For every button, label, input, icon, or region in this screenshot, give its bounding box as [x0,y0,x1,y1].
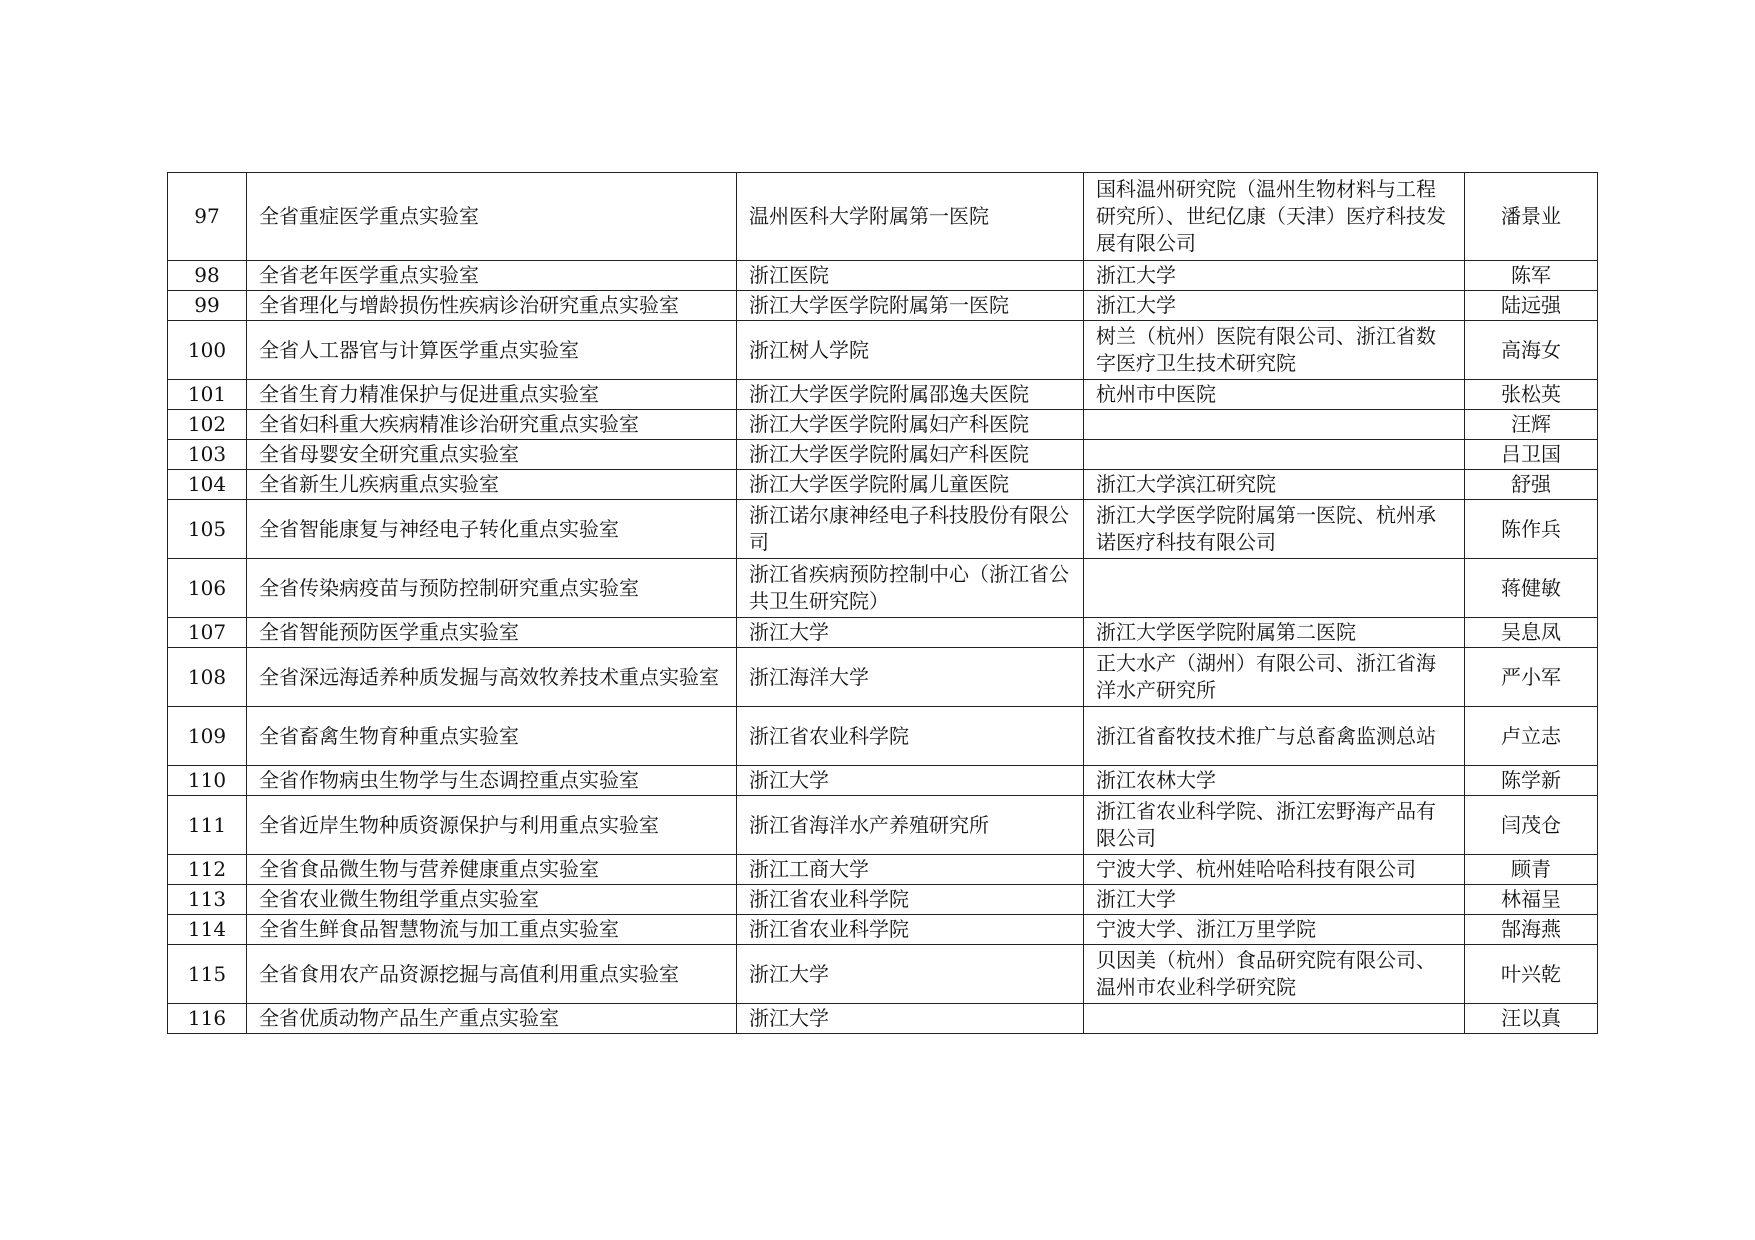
lead-unit: 浙江省疾病预防控制中心（浙江省公共卫生研究院） [737,559,1084,618]
lab-leader: 张松英 [1465,380,1598,410]
partner-units [1084,1004,1465,1034]
lab-name: 全省近岸生物种质资源保护与利用重点实验室 [247,796,737,855]
row-number: 102 [168,410,247,440]
table-row [168,559,1598,618]
partner-units: 树兰（杭州）医院有限公司、浙江省数字医疗卫生技术研究院 [1084,321,1465,380]
table-row [168,618,1598,648]
lab-leader: 吕卫国 [1465,440,1598,470]
partner-units [1084,559,1465,618]
lab-name: 全省智能康复与神经电子转化重点实验室 [247,500,737,559]
table-row [168,500,1598,559]
lab-leader: 蒋健敏 [1465,559,1598,618]
lead-unit: 浙江诺尔康神经电子科技股份有限公司 [737,500,1084,559]
partner-units: 正大水产（湖州）有限公司、浙江省海洋水产研究所 [1084,648,1465,707]
partner-units: 浙江大学医学院附属第二医院 [1084,618,1465,648]
lab-name: 全省食品微生物与营养健康重点实验室 [247,855,737,885]
key-lab-table [167,172,1598,1034]
lab-name: 全省作物病虫生物学与生态调控重点实验室 [247,766,737,796]
lead-unit: 浙江树人学院 [737,321,1084,380]
row-number: 106 [168,559,247,618]
partner-units: 国科温州研究院（温州生物材料与工程研究所）、世纪亿康（天津）医疗科技发展有限公司 [1084,173,1465,261]
lab-leader: 汪辉 [1465,410,1598,440]
lab-leader: 陈学新 [1465,766,1598,796]
lab-leader: 吴息凤 [1465,618,1598,648]
lead-unit: 温州医科大学附属第一医院 [737,173,1084,261]
lab-name: 全省重症医学重点实验室 [247,173,737,261]
row-number: 98 [168,261,247,291]
table-row [168,945,1598,1004]
row-number: 110 [168,766,247,796]
lab-name: 全省生育力精准保护与促进重点实验室 [247,380,737,410]
row-number: 112 [168,855,247,885]
table-row [168,766,1598,796]
lead-unit: 浙江大学医学院附属第一医院 [737,291,1084,321]
row-number: 116 [168,1004,247,1034]
lab-leader: 陈作兵 [1465,500,1598,559]
table-row [168,707,1598,766]
lead-unit: 浙江医院 [737,261,1084,291]
lab-name: 全省理化与增龄损伤性疾病诊治研究重点实验室 [247,291,737,321]
row-number: 103 [168,440,247,470]
partner-units: 浙江大学 [1084,885,1465,915]
table-row [168,915,1598,945]
row-number: 104 [168,470,247,500]
partner-units: 宁波大学、浙江万里学院 [1084,915,1465,945]
row-number: 105 [168,500,247,559]
table-row [168,321,1598,380]
lab-leader: 汪以真 [1465,1004,1598,1034]
table-row [168,855,1598,885]
row-number: 99 [168,291,247,321]
row-number: 111 [168,796,247,855]
table-row [168,410,1598,440]
partner-units: 浙江大学医学院附属第一医院、杭州承诺医疗科技有限公司 [1084,500,1465,559]
lab-name: 全省农业微生物组学重点实验室 [247,885,737,915]
lead-unit: 浙江省海洋水产养殖研究所 [737,796,1084,855]
lead-unit: 浙江大学 [737,766,1084,796]
table-row [168,291,1598,321]
lab-name: 全省新生儿疾病重点实验室 [247,470,737,500]
table-row [168,885,1598,915]
lab-name: 全省食用农产品资源挖掘与高值利用重点实验室 [247,945,737,1004]
lead-unit: 浙江海洋大学 [737,648,1084,707]
partner-units: 贝因美（杭州）食品研究院有限公司、温州市农业科学研究院 [1084,945,1465,1004]
table-row [168,261,1598,291]
lab-name: 全省生鲜食品智慧物流与加工重点实验室 [247,915,737,945]
lab-name: 全省优质动物产品生产重点实验室 [247,1004,737,1034]
lab-name: 全省畜禽生物育种重点实验室 [247,707,737,766]
lab-name: 全省妇科重大疾病精准诊治研究重点实验室 [247,410,737,440]
partner-units: 浙江省畜牧技术推广与总畜禽监测总站 [1084,707,1465,766]
table-row [168,648,1598,707]
row-number: 115 [168,945,247,1004]
lab-name: 全省人工器官与计算医学重点实验室 [247,321,737,380]
row-number: 114 [168,915,247,945]
row-number: 100 [168,321,247,380]
lab-leader: 林福呈 [1465,885,1598,915]
lab-leader: 郜海燕 [1465,915,1598,945]
table-row [168,470,1598,500]
lab-leader: 叶兴乾 [1465,945,1598,1004]
lab-name: 全省老年医学重点实验室 [247,261,737,291]
lab-leader: 卢立志 [1465,707,1598,766]
table-body [168,173,1598,1034]
lead-unit: 浙江大学医学院附属妇产科医院 [737,440,1084,470]
partner-units [1084,410,1465,440]
partner-units: 浙江农林大学 [1084,766,1465,796]
partner-units: 浙江省农业科学院、浙江宏野海产品有限公司 [1084,796,1465,855]
lab-leader: 陈军 [1465,261,1598,291]
row-number: 113 [168,885,247,915]
lab-name: 全省传染病疫苗与预防控制研究重点实验室 [247,559,737,618]
table-row [168,380,1598,410]
lab-leader: 顾青 [1465,855,1598,885]
lead-unit: 浙江大学 [737,618,1084,648]
partner-units: 杭州市中医院 [1084,380,1465,410]
partner-units: 浙江大学 [1084,291,1465,321]
lab-leader: 舒强 [1465,470,1598,500]
lead-unit: 浙江大学医学院附属儿童医院 [737,470,1084,500]
partner-units: 宁波大学、杭州娃哈哈科技有限公司 [1084,855,1465,885]
row-number: 108 [168,648,247,707]
table-row [168,796,1598,855]
partner-units: 浙江大学 [1084,261,1465,291]
partner-units: 浙江大学滨江研究院 [1084,470,1465,500]
table-row [168,173,1598,261]
lab-name: 全省母婴安全研究重点实验室 [247,440,737,470]
table-row [168,1004,1598,1034]
lead-unit: 浙江大学医学院附属妇产科医院 [737,410,1084,440]
lead-unit: 浙江省农业科学院 [737,915,1084,945]
lead-unit: 浙江省农业科学院 [737,707,1084,766]
lab-leader: 严小军 [1465,648,1598,707]
lab-name: 全省深远海适养种质发掘与高效牧养技术重点实验室 [247,648,737,707]
row-number: 107 [168,618,247,648]
lead-unit: 浙江工商大学 [737,855,1084,885]
partner-units [1084,440,1465,470]
lab-leader: 高海女 [1465,321,1598,380]
table-row [168,440,1598,470]
lab-leader: 陆远强 [1465,291,1598,321]
lead-unit: 浙江大学 [737,1004,1084,1034]
lead-unit: 浙江省农业科学院 [737,885,1084,915]
lab-leader: 闫茂仓 [1465,796,1598,855]
lab-name: 全省智能预防医学重点实验室 [247,618,737,648]
lab-leader: 潘景业 [1465,173,1598,261]
row-number: 109 [168,707,247,766]
row-number: 97 [168,173,247,261]
lead-unit: 浙江大学医学院附属邵逸夫医院 [737,380,1084,410]
lead-unit: 浙江大学 [737,945,1084,1004]
row-number: 101 [168,380,247,410]
